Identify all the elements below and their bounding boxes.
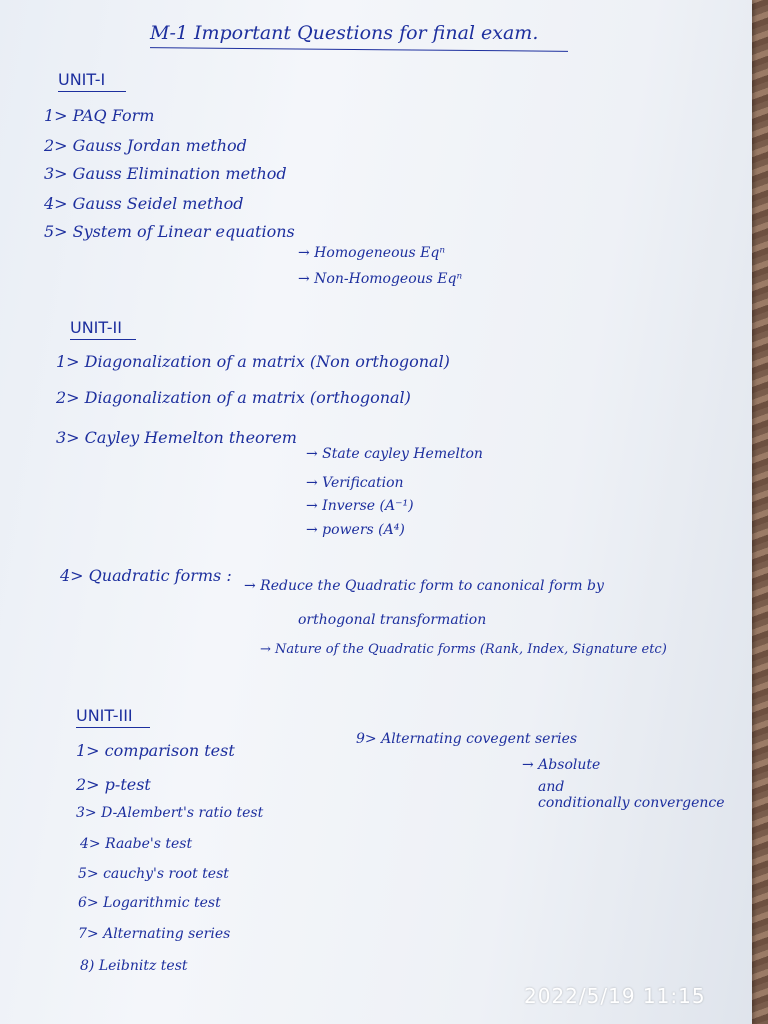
unit2-quad-sub: orthogonal transformation (298, 612, 487, 628)
unit1-item: 3> Gauss Elimination method (44, 164, 287, 183)
unit2-underline (70, 339, 136, 340)
photo-timestamp: 2022/5/19 11:15 (524, 984, 706, 1008)
unit3-item: 4> Raabe's test (80, 836, 193, 852)
unit1-item: 5> System of Linear equations (44, 222, 295, 241)
unit2-item: 3> Cayley Hemelton theorem (56, 428, 297, 447)
unit3-underline (76, 727, 150, 728)
unit2-quad-sub: → Reduce the Quadratic form to canonical form by (244, 578, 604, 594)
unit2-cayley-sub: → Verification (306, 475, 404, 491)
unit3-heading: UNIT-III (76, 706, 133, 725)
unit3-item: 1> comparison test (76, 741, 235, 760)
unit3-side-sub: conditionally convergence (538, 795, 725, 811)
unit2-cayley-sub: → Inverse (A⁻¹) (306, 498, 414, 514)
unit2-item: 4> Quadratic forms : (60, 566, 232, 585)
unit1-sub: → Non-Homogeous Eqⁿ (298, 271, 463, 287)
unit3-item: 6> Logarithmic test (78, 895, 221, 911)
unit3-item: 2> p-test (76, 775, 151, 794)
unit1-item: 4> Gauss Seidel method (44, 194, 244, 213)
unit3-side-sub: → Absolute (522, 757, 601, 773)
unit2-cayley-sub: → powers (A⁴) (306, 522, 405, 538)
unit3-item: 3> D-Alembert's ratio test (76, 805, 264, 821)
unit2-cayley-sub: → State cayley Hemelton (306, 446, 483, 462)
title-underline (150, 47, 568, 52)
unit1-item: 2> Gauss Jordan method (44, 136, 247, 155)
unit3-side-item: 9> Alternating covegent series (356, 731, 578, 747)
unit2-heading: UNIT-II (70, 318, 122, 337)
page-title: M-1 Important Questions for final exam. (150, 22, 539, 44)
unit2-item: 1> Diagonalization of a matrix (Non orthogonal) (56, 352, 450, 371)
unit3-item: 7> Alternating series (78, 926, 231, 942)
unit1-item: 1> PAQ Form (44, 106, 155, 125)
unit1-sub: → Homogeneous Eqⁿ (298, 245, 446, 261)
unit1-underline (58, 91, 126, 92)
unit2-quad-sub: → Nature of the Quadratic forms (Rank, Index, Signature etc) (260, 642, 667, 657)
unit3-item: 5> cauchy's root test (78, 866, 229, 882)
unit1-heading: UNIT-I (58, 70, 106, 89)
unit2-item: 2> Diagonalization of a matrix (orthogonal) (56, 388, 411, 407)
unit3-side-sub: and (538, 779, 565, 795)
unit3-item: 8) Leibnitz test (80, 958, 188, 974)
